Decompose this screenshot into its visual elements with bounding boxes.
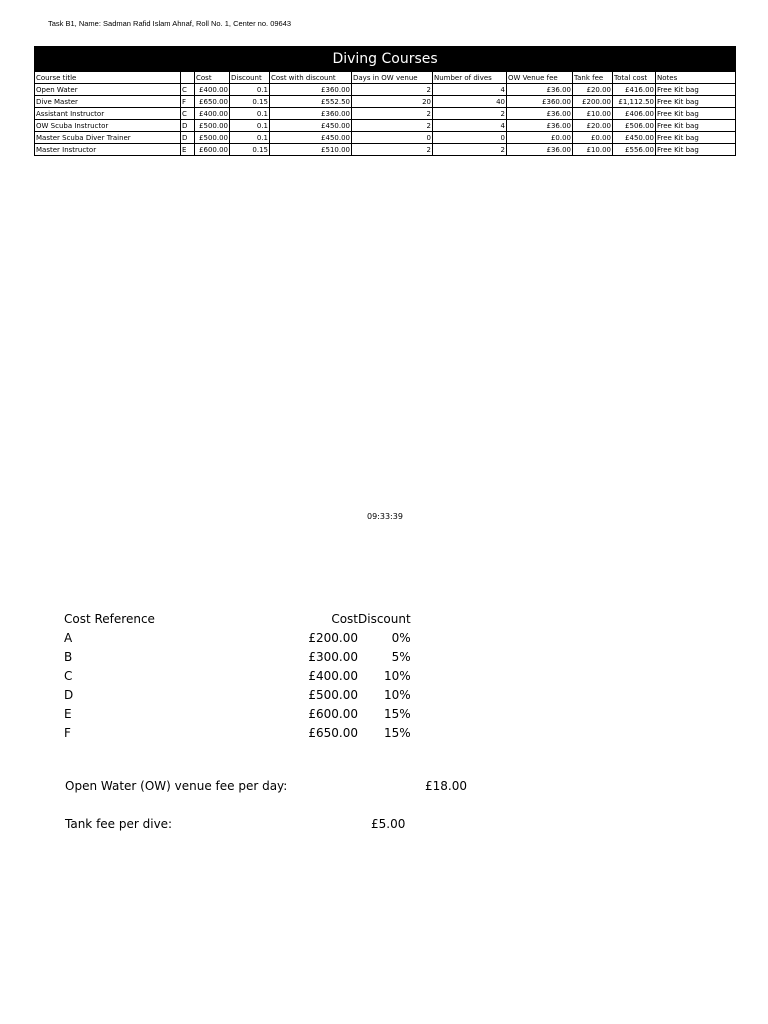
notes-cell: Free Kit bag	[656, 144, 736, 156]
discount-cell: 0.1	[230, 120, 270, 132]
days-cell: 2	[352, 84, 433, 96]
column-header: Cost Reference	[64, 611, 155, 626]
days-cell: 2	[352, 120, 433, 132]
column-header: Cost	[195, 72, 230, 84]
reference-cost-cell: £650.00	[308, 725, 358, 740]
column-header: Course title	[35, 72, 181, 84]
tank-fee-cell: £20.00	[573, 84, 613, 96]
cost-with-discount-cell: £450.00	[270, 132, 352, 144]
cost-code-cell: F	[181, 96, 195, 108]
days-cell: 20	[352, 96, 433, 108]
dives-cell: 2	[433, 144, 507, 156]
cost-cell: £400.00	[195, 84, 230, 96]
reference-cost-cell: £300.00	[308, 649, 358, 664]
tank-fee-cell: £10.00	[573, 144, 613, 156]
tank-fee-cell: £200.00	[573, 96, 613, 108]
course-title-cell: Open Water	[35, 84, 181, 96]
cost-code-cell: C	[181, 84, 195, 96]
cost-code-cell: D	[181, 132, 195, 144]
reference-code-cell: F	[64, 725, 71, 740]
venue-fee-cell: £36.00	[507, 84, 573, 96]
column-header: Cost	[331, 611, 358, 626]
venue-fee-cell: £36.00	[507, 108, 573, 120]
reference-row	[64, 685, 411, 704]
days-cell: 2	[352, 144, 433, 156]
column-header: Total cost	[613, 72, 656, 84]
notes-cell: Free Kit bag	[656, 84, 736, 96]
column-header: Number of dives	[433, 72, 507, 84]
reference-header-row	[64, 609, 411, 628]
cost-code-cell: D	[181, 120, 195, 132]
discount-cell: 0.15	[230, 144, 270, 156]
days-cell: 0	[352, 132, 433, 144]
column-header: Notes	[656, 72, 736, 84]
dives-cell: 2	[433, 108, 507, 120]
days-cell: 2	[352, 108, 433, 120]
column-header: Discount	[358, 611, 411, 626]
cost-with-discount-cell: £510.00	[270, 144, 352, 156]
reference-discount-cell: 0%	[391, 630, 411, 645]
cost-cell: £500.00	[195, 120, 230, 132]
discount-cell: 0.15	[230, 96, 270, 108]
document-header: Task B1, Name: Sadman Rafid Islam Ahnaf, Roll No. 1, Center no. 09643	[48, 19, 292, 28]
tank-fee-cell: £10.00	[573, 108, 613, 120]
reference-code-cell: C	[64, 668, 73, 683]
cost-with-discount-cell: £360.00	[270, 84, 352, 96]
discount-cell: 0.1	[230, 84, 270, 96]
diving-courses-table	[34, 46, 736, 156]
course-title-cell: Dive Master	[35, 96, 181, 108]
column-header: Cost with discount	[270, 72, 352, 84]
dives-cell: 4	[433, 120, 507, 132]
reference-discount-cell: 10%	[384, 687, 411, 702]
course-title-cell: Assistant Instructor	[35, 108, 181, 120]
cost-cell: £400.00	[195, 108, 230, 120]
notes-cell: Free Kit bag	[656, 120, 736, 132]
cost-with-discount-cell: £450.00	[270, 120, 352, 132]
reference-discount-cell: 5%	[391, 649, 411, 664]
venue-fee-cell: £360.00	[507, 96, 573, 108]
reference-code-cell: A	[64, 630, 73, 645]
course-title-cell: Master Instructor	[35, 144, 181, 156]
timestamp: 09:33:39	[367, 512, 403, 521]
cost-with-discount-cell: £360.00	[270, 108, 352, 120]
column-header: OW Venue fee	[507, 72, 573, 84]
venue-fee-cell: £36.00	[507, 144, 573, 156]
tank-fee-cell: £0.00	[573, 132, 613, 144]
table-row	[35, 144, 736, 156]
reference-discount-cell: 15%	[384, 725, 411, 740]
table-row	[35, 132, 736, 144]
reference-cost-cell: £500.00	[308, 687, 358, 702]
course-title-cell: Master Scuba Diver Trainer	[35, 132, 181, 144]
dives-cell: 4	[433, 84, 507, 96]
total-cost-cell: £406.00	[613, 108, 656, 120]
cost-cell: £650.00	[195, 96, 230, 108]
cost-code-cell: E	[181, 144, 195, 156]
discount-cell: 0.1	[230, 132, 270, 144]
reference-row	[64, 666, 411, 685]
tank-fee-value: £5.00	[371, 817, 406, 831]
reference-cost-cell: £200.00	[308, 630, 358, 645]
tank-fee-label: Tank fee per dive:	[65, 817, 173, 831]
table-row	[35, 120, 736, 132]
reference-code-cell: B	[64, 649, 73, 664]
venue-fee-cell: £0.00	[507, 132, 573, 144]
cost-cell: £500.00	[195, 132, 230, 144]
cost-reference-table	[64, 609, 411, 742]
column-header	[181, 72, 195, 84]
dives-cell: 0	[433, 132, 507, 144]
cost-code-cell: C	[181, 108, 195, 120]
column-header: Discount	[230, 72, 270, 84]
course-title-cell: OW Scuba Instructor	[35, 120, 181, 132]
column-header: Days in OW venue	[352, 72, 433, 84]
reference-code-cell: D	[64, 687, 74, 702]
cost-with-discount-cell: £552.50	[270, 96, 352, 108]
notes-cell: Free Kit bag	[656, 108, 736, 120]
reference-row	[64, 647, 411, 666]
dives-cell: 40	[433, 96, 507, 108]
reference-row	[64, 704, 411, 723]
total-cost-cell: £506.00	[613, 120, 656, 132]
column-header: Tank fee	[573, 72, 613, 84]
total-cost-cell: £416.00	[613, 84, 656, 96]
table-title: Diving Courses	[35, 47, 736, 72]
notes-cell: Free Kit bag	[656, 96, 736, 108]
ow-venue-fee-value: £18.00	[425, 779, 467, 793]
notes-cell: Free Kit bag	[656, 132, 736, 144]
table-header-row	[35, 72, 736, 84]
reference-cost-cell: £600.00	[308, 706, 358, 721]
venue-fee-cell: £36.00	[507, 120, 573, 132]
reference-row	[64, 723, 411, 742]
ow-venue-fee-label: Open Water (OW) venue fee per day:	[65, 779, 288, 793]
reference-cost-cell: £400.00	[308, 668, 358, 683]
table-row	[35, 108, 736, 120]
reference-discount-cell: 10%	[384, 668, 411, 683]
discount-cell: 0.1	[230, 108, 270, 120]
table-row	[35, 96, 736, 108]
total-cost-cell: £450.00	[613, 132, 656, 144]
total-cost-cell: £556.00	[613, 144, 656, 156]
table-row	[35, 84, 736, 96]
reference-discount-cell: 15%	[384, 706, 411, 721]
total-cost-cell: £1,112.50	[613, 96, 656, 108]
reference-row	[64, 628, 411, 647]
cost-cell: £600.00	[195, 144, 230, 156]
reference-code-cell: E	[64, 706, 72, 721]
tank-fee-cell: £20.00	[573, 120, 613, 132]
